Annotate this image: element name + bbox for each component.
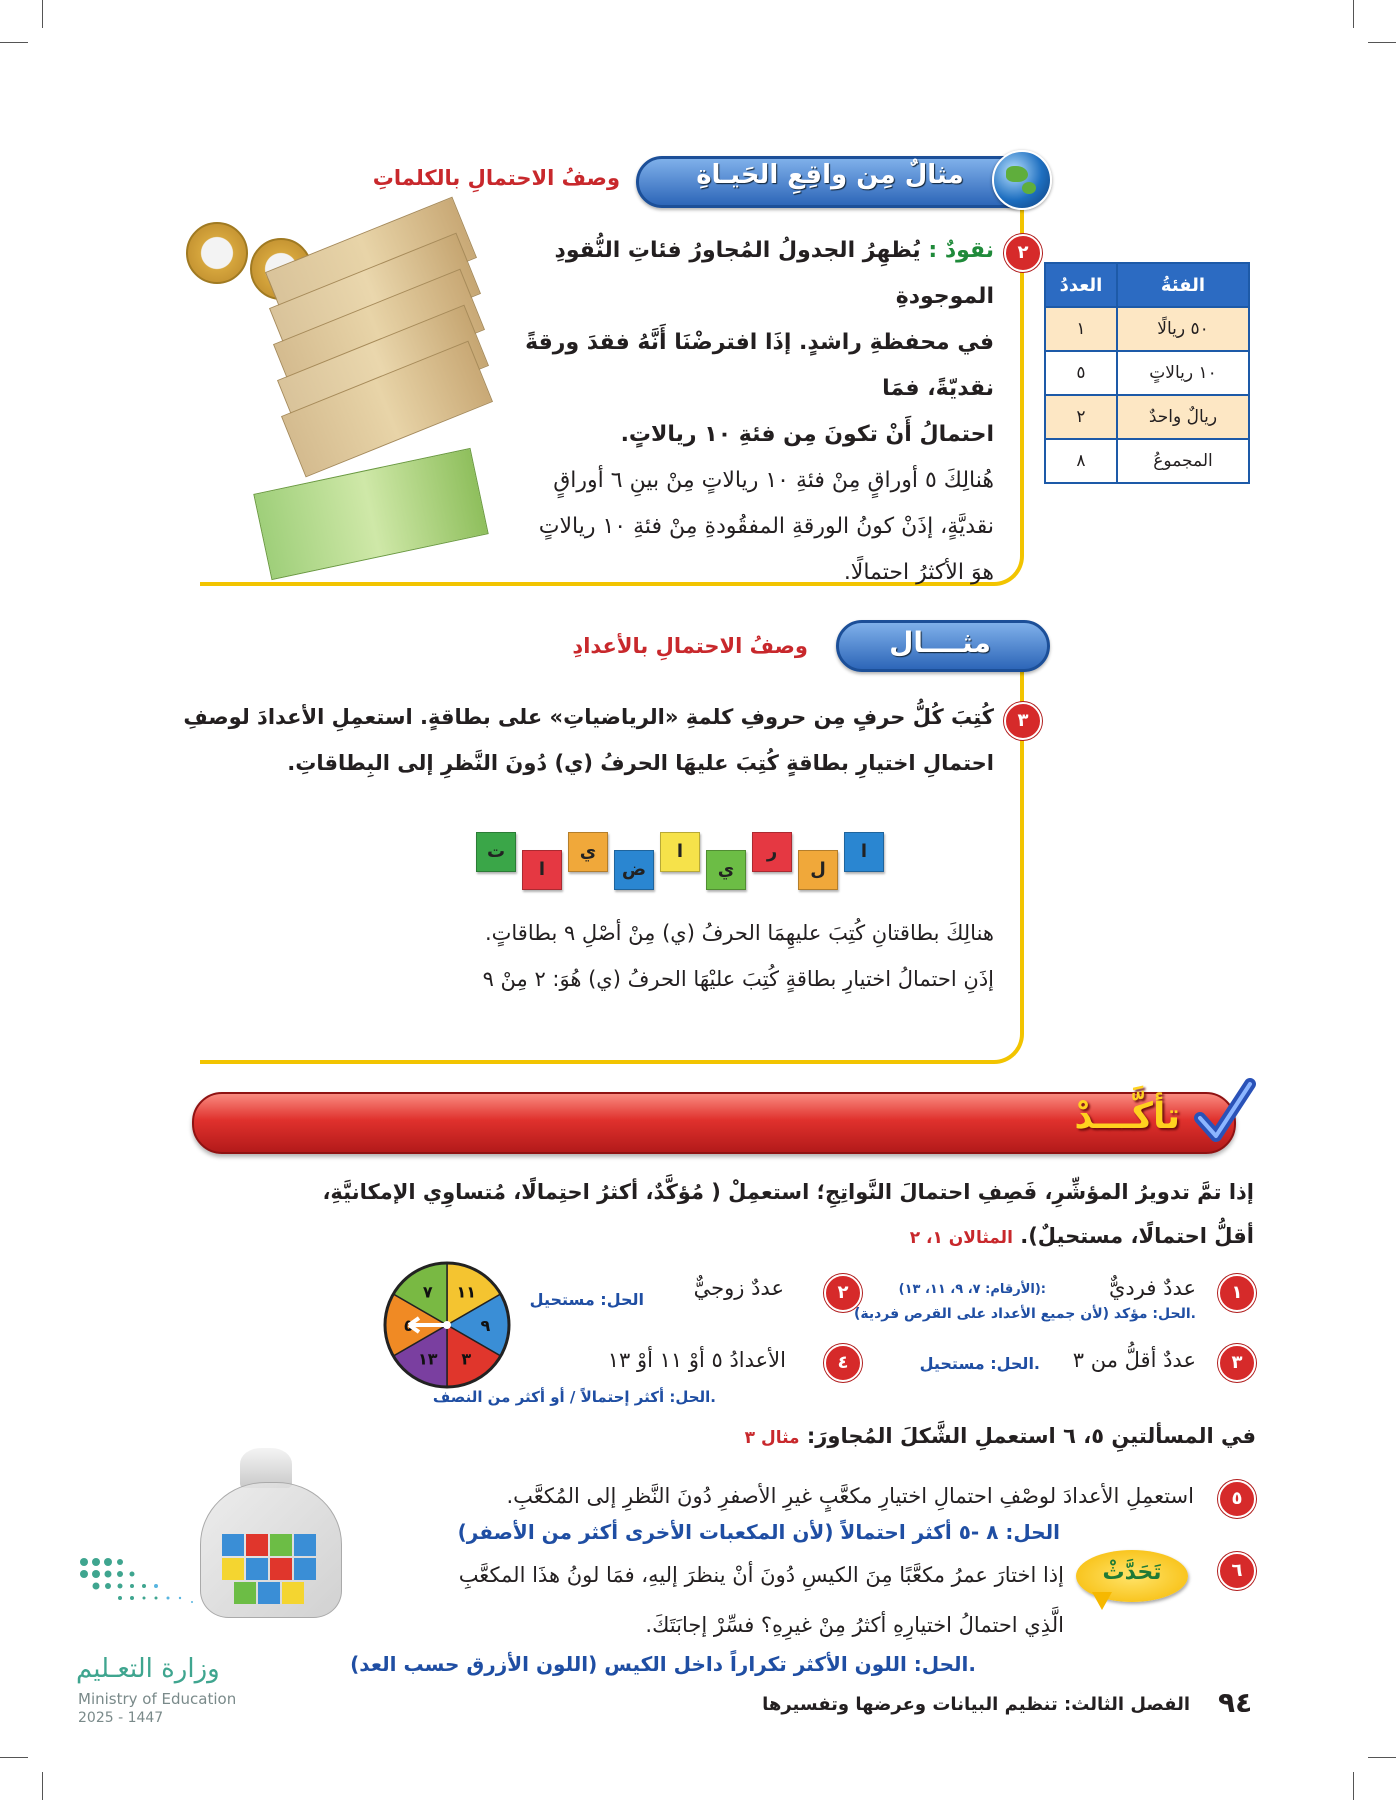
table-cell: ٥ [1045,351,1117,395]
spinner-label: ٩ [480,1316,491,1335]
table-header: الفئةُ [1117,263,1249,307]
section-heading: وصفُ الاحتمالِ بالأعدادِ [572,634,808,658]
spinner-label: ٥ [403,1316,414,1335]
spinner-label: ٣ [461,1349,472,1369]
letter-card: ض [614,850,654,890]
table-row [1045,395,1249,439]
chapter-title: تنظيم البيانات وعرضها وتفسيرها [762,1694,1058,1715]
crop-mark [1353,1772,1354,1800]
talk-label: تَحَدَّثْ [1102,1560,1162,1585]
checkmark-icon [1194,1078,1256,1148]
question-number: ٢ [824,1274,862,1312]
letter-card: ا [522,850,562,890]
question-1-answer: .الحل: مؤكد (لأن جميع الأعداد على القرص فردية) [853,1306,1196,1322]
letter-card: ي [568,832,608,872]
ministry-name-en: Ministry of Education [78,1690,237,1708]
text-line-2: احتمالِ اختيارِ بطاقةٍ كُتِبَ عليهَا الحرفُ (ي) دُونَ النَّظرِ إلى البِطاقاتِ. [287,751,994,775]
spinner-label: ٧ [422,1282,433,1302]
lead-word: نقودٌ : [928,238,994,263]
spinner-hub [443,1321,451,1329]
text-line-1: كُتِبَ كُلُّ حرفٍ مِن حروفِ كلمةِ «الرياضياتِ» على بطاقةٍ. استعمِلِ الأعدادَ لوصفِ [183,705,994,729]
question-number: ١ [1218,1274,1256,1312]
question-number: ٥ [1218,1480,1256,1518]
text-line-2: في محفظةِ راشدٍ. إذَا افترضْنَا أَنَّهُ فقدَ ورقةً نقديّةً، فمَا [525,330,994,401]
question-6-answer: .الحل: اللون الأكثر تكراراً داخل الكيس (اللون الأزرق حسب العد) [350,1652,976,1676]
table-cell: المجموعُ [1117,439,1249,483]
real-life-banner-title: مثالٌ مِن واقِعِ الحَيـاةِ [696,160,964,190]
letter-card: ر [752,832,792,872]
table-cell: ٥٠ ريالًا [1117,307,1249,351]
table-cell: ١٠ ريالاتٍ [1117,351,1249,395]
letter-card: ا [660,832,700,872]
crop-mark [1353,0,1354,28]
check-intro [200,1170,1254,1260]
question-number: ٣ [1218,1344,1256,1382]
ministry-logo-icon [76,1552,226,1612]
question-number: ٦ [1218,1552,1256,1590]
crop-mark [42,1772,43,1800]
question-4-answer: .الحل: أكثر إحتمالاً / أو أكثر من النصف [432,1388,716,1406]
talk-bubble-tail [1092,1592,1112,1610]
question-1-note: :(الأرقام: ٧، ٩، ١١، ١٣) [898,1282,1046,1297]
letter-card: ي [706,850,746,890]
example-2-text [480,228,994,596]
letter-card: ا [844,832,884,872]
crop-mark [1368,1757,1396,1758]
text-line-1 [480,228,994,320]
text-line-3: هنالِكَ بطاقتانِ كُتِبَ عليهِمَا الحرفُ (ي) مِنْ أصْلِ ٩ بطاقاتٍ. [484,921,994,945]
example-banner-title: مثــــال [889,626,991,659]
intro-line-1: إذا تمَّ تدويرُ المؤشِّرِ، فَصِفِ احتمالَ النَّواتِجِ؛ استعمِلْ ( مُؤكَّدٌ، أكثرُ احتِمالًا، مُتساوِي الإمكانيَّةِ، [322,1180,1254,1204]
text-line-5: نقديَّةٍ، إذَنْ كونُ الورقةِ المفقُودةِ مِنْ فئةِ ١٠ ريالاتٍ [538,514,994,539]
crop-mark [1368,42,1396,43]
example-reference: مثال ٣ [744,1428,800,1448]
question-number: ٤ [824,1344,862,1382]
question-4-text: الأعدادُ ٥ أوْ ١١ أوْ ١٣ [607,1348,786,1372]
crop-mark [0,42,28,43]
text-line-6: هوَ الأكثرُ احتمالًا. [843,560,994,585]
table-header-row [1045,263,1249,307]
example-3-solution [180,910,994,1002]
money-table [1044,262,1250,484]
table-header: العددُ [1045,263,1117,307]
example-number: ٣ [1004,702,1042,740]
table-cell: ريالٌ واحدٌ [1117,395,1249,439]
table-cell: ٢ [1045,395,1117,439]
example-reference: المثالان ١، ٢ [909,1228,1013,1248]
globe-icon [992,150,1052,210]
answer-label: .الحل: [990,1354,1040,1373]
section-heading: وصفُ الاحتمالِ بالكلماتِ [372,166,620,190]
crop-mark [42,0,43,28]
table-row [1045,439,1249,483]
question-6-line-2: الَّذِي احتمالُ اختيارِهِ أكثرُ مِنْ غيرِهِ؟ فسِّرْ إجابَتَكَ. [645,1613,1064,1637]
question-5-answer: الحل: ٨ -٥ أكثر احتمالاً (لأن المكعبات الأخرى أكثر من الأصفر) [457,1520,1060,1544]
spinner-label: ١١ [456,1282,476,1302]
line-text: يُظهِرُ الجدولُ المُجاورُ فئاتِ النُّقودِ الموجودةِ [554,238,994,309]
question-5-text: استعمِلِ الأعدادَ لوصْفِ احتمالِ اختيارِ مكعَّبٍ غيرِ الأصفرِ دُونَ النَّظرِ إلى المُكعَّبِ. [506,1484,1194,1508]
coin-image [186,222,248,284]
table-cell: ٨ [1045,439,1117,483]
letter-cards [464,832,884,902]
letter-card: ل [798,850,838,890]
question-6-line-1: إذا اختارَ عمرُ مكعَّبًا مِنَ الكيسِ دُونَ أنْ ينظرَ إليهِ، فمَا لونُ هذَا المكعَّبِ [458,1563,1064,1587]
page-number: ٩٤ [1218,1686,1253,1719]
question-6-text [340,1550,1064,1650]
text-line-4: إذَنِ احتمالُ اختيارِ بطاقةٍ كُتِبَ عليْهَا الحرفُ (ي) هُوَ: ٢ مِنْ ٩ [482,967,994,991]
question-1-text: عددٌ فرديٌّ [1109,1276,1196,1300]
question-3-answer [880,1354,1040,1373]
year-label: 2025 - 1447 [78,1710,164,1726]
crop-mark [0,1757,28,1758]
table-cell: ١ [1045,307,1117,351]
section-text: في المسألتينِ ٥، ٦ استعملِ الشَّكلَ المُجاورَ: [806,1424,1256,1448]
section-instruction [600,1424,1256,1448]
intro-line-2-text: أقلُّ احتمالًا، مستحيلٌ). [1020,1224,1254,1248]
check-banner-title: تأكَّـــدْ [1074,1096,1180,1137]
chapter-label: الفصل الثالث: [1064,1694,1190,1715]
example-number: ٢ [1004,234,1042,272]
table-row [1045,307,1249,351]
intro-line-2 [200,1214,1254,1260]
example-3-question [180,694,994,786]
chapter-footer [640,1694,1190,1715]
text-line-3: احتمالُ أَنْ تكونَ مِن فئةِ ١٠ ريالاتٍ. [620,422,994,447]
question-2-text: عددٌ زوجيٌّ [693,1276,784,1300]
table-row [1045,351,1249,395]
answer-value: مستحيل [919,1354,985,1373]
question-3-text: عددٌ أقلُّ من ٣ [1072,1348,1196,1372]
text-line-4: هُنالِكَ ٥ أوراقٍ مِنْ فئةِ ١٠ ريالاتٍ مِنْ بينِ ٦ أوراقٍ [553,468,994,493]
ministry-name-ar: وزارة التعـليم [76,1654,220,1684]
spinner-label: ١٣ [418,1349,438,1369]
spinner [380,1258,514,1392]
question-2-answer: الحل: مستحيل [529,1290,644,1309]
letter-card: ت [476,832,516,872]
